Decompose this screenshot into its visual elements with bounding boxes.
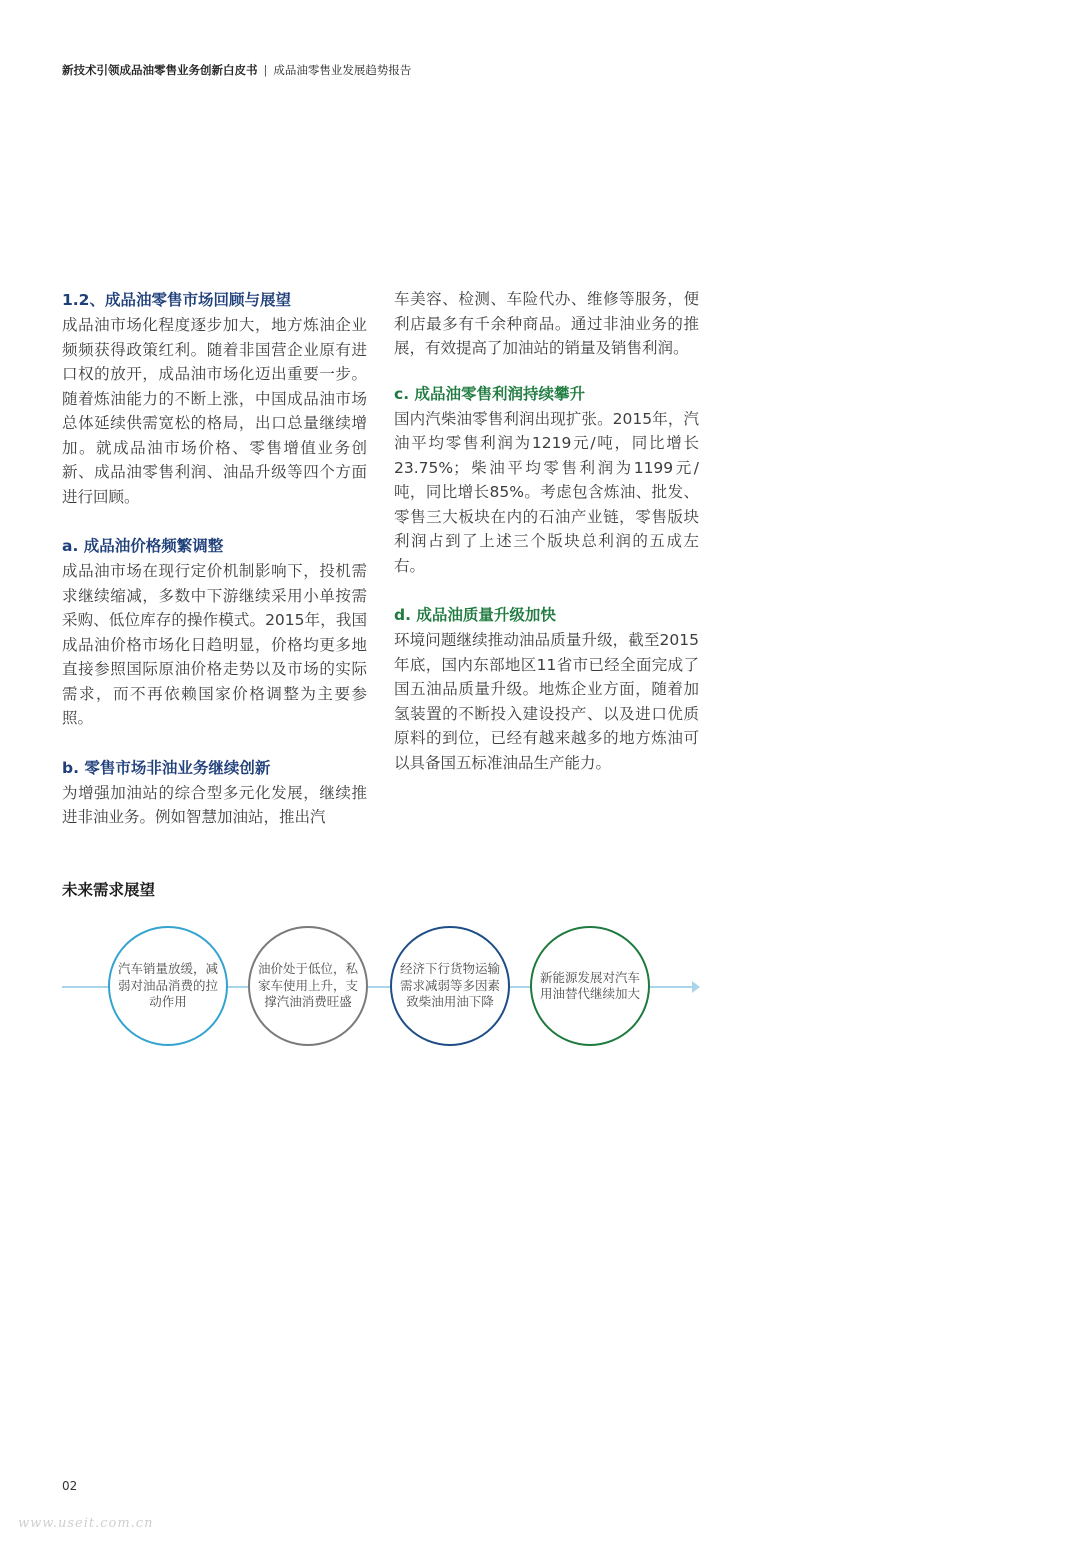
subsection-d-text: 环境问题继续推动油品质量升级，截至2015年底，国内东部地区11省市已经全面完成了国五油品质量升级。地炼企业方面，随着加氢装置的不断投入建设投产、以及进口优质原料的到位，已经有越来越多的地方炼油可以具备国五标准油品生产能力。	[394, 631, 699, 772]
outlook-circle-2	[248, 926, 368, 1046]
subsection-c-heading: c. 成品油零售利润持续攀升	[394, 384, 585, 403]
timeline-arrow-icon	[692, 981, 700, 993]
subsection-a-heading: a. 成品油价格频繁调整	[62, 537, 224, 555]
section-intro: 成品油市场化程度逐步加大，地方炼油企业频频获得政策红利。随着非国营企业原有进口权的放开，成品油市场化迈出重要一步。随着炼油能力的不断上涨，中国成品油市场总体延续供需宽松的格局，出口总量继续增加。就成品油市场价格、零售增值业务创新、成品油零售利润、油品升级等四个方面进行回顾。	[62, 316, 367, 506]
outlook-circle-1-text: 汽车销量放缓，减弱对油品消费的拉动作用	[118, 961, 219, 1010]
page-number: 02	[62, 1479, 78, 1493]
header-title: 新技术引领成品油零售业务创新白皮书	[62, 63, 258, 77]
outlook-circle-3	[390, 926, 510, 1046]
subsection-b-heading: b. 零售市场非油业务继续创新	[62, 758, 271, 777]
future-outlook-title: 未来需求展望	[62, 881, 156, 899]
subsection-a-text: 成品油市场在现行定价机制影响下，投机需求继续缩减，多数中下游继续采用小单按需采购、低位库存的操作模式。2015年，我国成品油价格市场化日趋明显，价格均更多地直接参照国际原油价格走势以及市场的实际需求，而不再依赖国家价格调整为主要参照。	[62, 562, 367, 727]
subsection-c-text: 国内汽柴油零售利润出现扩张。2015年，汽油平均零售利润为1219元/吨，同比增长23.75%；柴油平均零售利润为1199元/吨，同比增长85%。考虑包含炼油、批发、零售三大板块在内的石油产业链，零售版块利润占到了上述三个版块总利润的五成左右。	[394, 409, 699, 575]
running-header	[62, 62, 411, 78]
outlook-circle-4	[530, 926, 650, 1046]
subsection-b-text-right: 车美容、检测、车险代办、维修等服务，便利店最多有千余种商品。通过非油业务的推展，有效提高了加油站的销量及销售利润。	[394, 290, 699, 357]
right-column	[394, 287, 699, 775]
watermark: www.useit.com.cn	[18, 1516, 154, 1531]
subsection-d-heading: d. 成品油质量升级加快	[394, 606, 556, 624]
outlook-circle-4-text: 新能源发展对汽车用油替代继续加大	[540, 969, 641, 1001]
header-separator: |	[263, 63, 268, 77]
outlook-circle-1	[108, 926, 228, 1046]
subsection-b-text-left: 为增强加油站的综合型多元化发展，继续推进非油业务。例如智慧加油站，推出汽	[62, 783, 367, 826]
left-column	[62, 287, 367, 830]
section-heading: 1.2、成品油零售市场回顾与展望	[62, 291, 291, 309]
header-subtitle: 成品油零售业发展趋势报告	[273, 63, 412, 77]
outlook-circle-3-text: 经济下行货物运输需求减弱等多因素致柴油用油下降	[400, 961, 501, 1010]
outlook-circle-2-text: 油价处于低位，私家车使用上升，支撑汽油消费旺盛	[258, 961, 359, 1010]
